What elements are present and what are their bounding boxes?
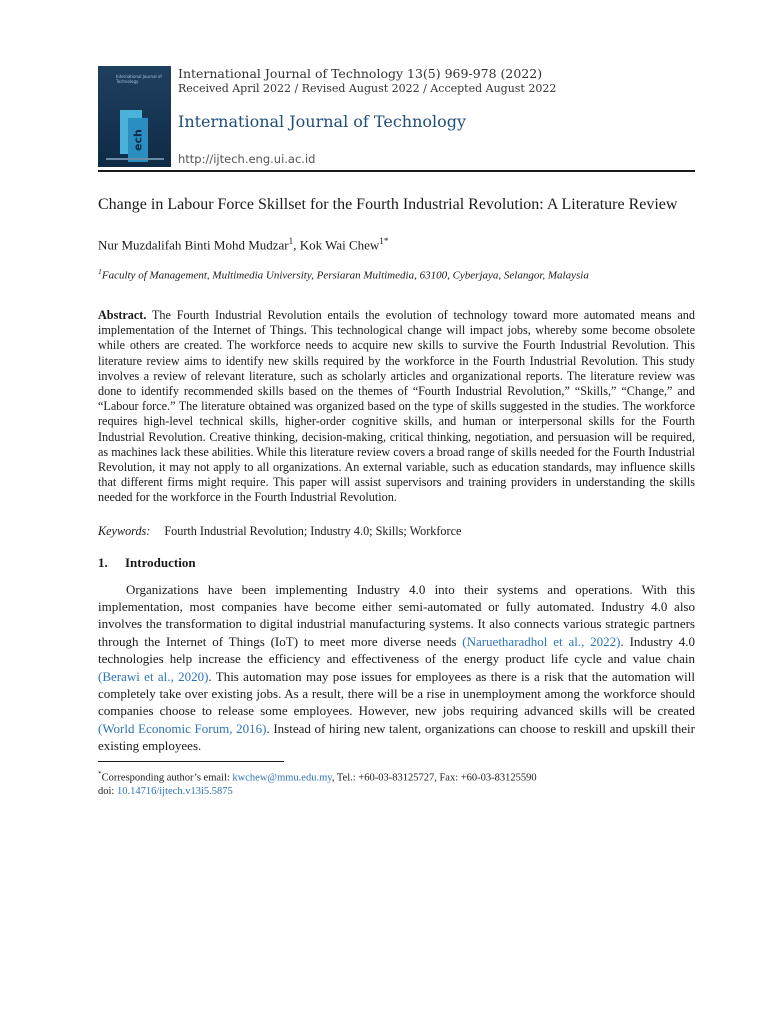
author-name: Kok Wai Chew bbox=[299, 237, 380, 253]
paragraph-text: . This automation may pose issues for employees as there is a risk that the automation will completely take over existing jobs. As a result, there will be a rise in unemployment among the workforce should companies choose to release some employees. However, new jobs requiring advanced skills will be created bbox=[98, 668, 695, 719]
journal-meta bbox=[178, 66, 695, 96]
article-page bbox=[98, 62, 695, 799]
cover-logo: ech bbox=[128, 118, 148, 162]
citation-line: International Journal of Technology 13(5) 969-978 (2022) bbox=[178, 66, 543, 81]
affiliation-text: Faculty of Management, Multimedia University, Persiaran Multimedia, 63100, Cyberjaya, Selangor, Malaysia bbox=[101, 269, 589, 282]
journal-name: International Journal of Technology bbox=[178, 112, 467, 131]
abstract-text: The Fourth Industrial Revolution entails the evolution of technology toward more automated means and implementation of the Internet of Things. This technological change will impact jobs, whereby some become obsolete while others are created. The workforce needs to acquire new skills to survive the Fourth Industrial Revolution. This literature review aims to identify new skills required by the workforce in the Fourth Industrial Revolution. This study involves a review of relevant literature, such as scholarly articles and organizational reports. The literature review was done to identify recommended skills based on the themes of “Fourth Industrial Revolution,” “Skills,” “Change,” and “Labour force.” The literature obtained was organized based on the type of skills suggested in the studies. The workforce requires high-level technical skills, higher-order cognitive skills, and human or interpersonal skills for the Fourth Industrial Revolution. Creative thinking, decision-making, critical thinking, negotiation, and persuasion will be required, as machines lack these abilities. While this literature review covers a broad range of skills needed for the Fourth Industrial Revolution, it may not apply to all organizations. An external variable, such as education standards, may influence skills that different firms might require. This paper will assist supervisors and training providers in understanding the skills needed for the workforce in the Fourth Industrial Revolution. bbox=[98, 307, 695, 505]
header-divider bbox=[98, 170, 695, 172]
email-link[interactable]: kwchew@mmu.edu.my bbox=[232, 772, 332, 784]
section-title: Introduction bbox=[125, 554, 196, 570]
citation-link[interactable]: (World Economic Forum, 2016) bbox=[98, 720, 267, 736]
journal-header bbox=[98, 62, 695, 170]
doi-link[interactable]: 10.14716/ijtech.v13i5.5875 bbox=[116, 786, 233, 798]
author-separator: , bbox=[293, 237, 300, 253]
body-paragraph bbox=[98, 581, 695, 755]
footnote-divider bbox=[98, 761, 284, 762]
keywords-label: Keywords: bbox=[98, 523, 151, 538]
author-affil-mark: 1 bbox=[288, 236, 294, 246]
affiliation bbox=[98, 267, 695, 282]
affil-mark: 1 bbox=[98, 267, 102, 277]
corresponding-label: Corresponding author’s email: bbox=[101, 772, 233, 784]
abstract-label: Abstract. bbox=[98, 307, 147, 322]
keywords-text: Fourth Industrial Revolution; Industry 4.0; Skills; Workforce bbox=[164, 523, 462, 538]
paragraph-text: . Industry 4.0 technologies help increase the efficiency and effectiveness of the energy product life cycle and value chain bbox=[98, 633, 695, 667]
author-line bbox=[98, 236, 695, 253]
dates-line: Received April 2022 / Revised August 2022 / Accepted August 2022 bbox=[178, 82, 557, 95]
journal-url-link[interactable]: http://ijtech.eng.ui.ac.id bbox=[178, 152, 316, 166]
section-number: 1. bbox=[98, 554, 108, 570]
cover-bar bbox=[106, 158, 164, 160]
citation-link[interactable]: (Berawi et al., 2020) bbox=[98, 668, 209, 684]
section-heading bbox=[98, 555, 695, 571]
footnote-star: * bbox=[98, 768, 102, 778]
keywords bbox=[98, 524, 695, 539]
corresponding-author-line bbox=[98, 767, 695, 786]
article-title: Change in Labour Force Skillset for the Fourth Industrial Revolution: A Literature Review bbox=[98, 196, 678, 213]
abstract bbox=[98, 308, 695, 506]
author-name: Nur Muzdalifah Binti Mohd Mudzar bbox=[98, 237, 289, 253]
footnote bbox=[98, 767, 695, 800]
doi-label: doi: bbox=[98, 786, 117, 798]
cover-title: International Journal of Technology bbox=[116, 74, 162, 84]
journal-cover-image bbox=[98, 66, 171, 167]
doi-line bbox=[98, 785, 695, 799]
paragraph-text: . Instead of hiring new talent, organizations can choose to reskill and upskill their existing employees. bbox=[98, 720, 695, 754]
citation-link[interactable]: (Naruetharadhol et al., 2022) bbox=[462, 633, 621, 649]
paragraph-text: Organizations have been implementing Industry 4.0 into their systems and operations. With this implementation, most companies have become either semi-automated or fully automated. Industry 4.0 also involves the transformation to digital industrial manufacturing systems. It also connects various strategic partners through the Internet of Things (IoT) to meet more diverse needs bbox=[98, 581, 695, 649]
author-affil-mark: 1* bbox=[379, 236, 389, 246]
contact-text: , Tel.: +60-03-83125727, Fax: +60-03-83125590 bbox=[331, 772, 537, 784]
